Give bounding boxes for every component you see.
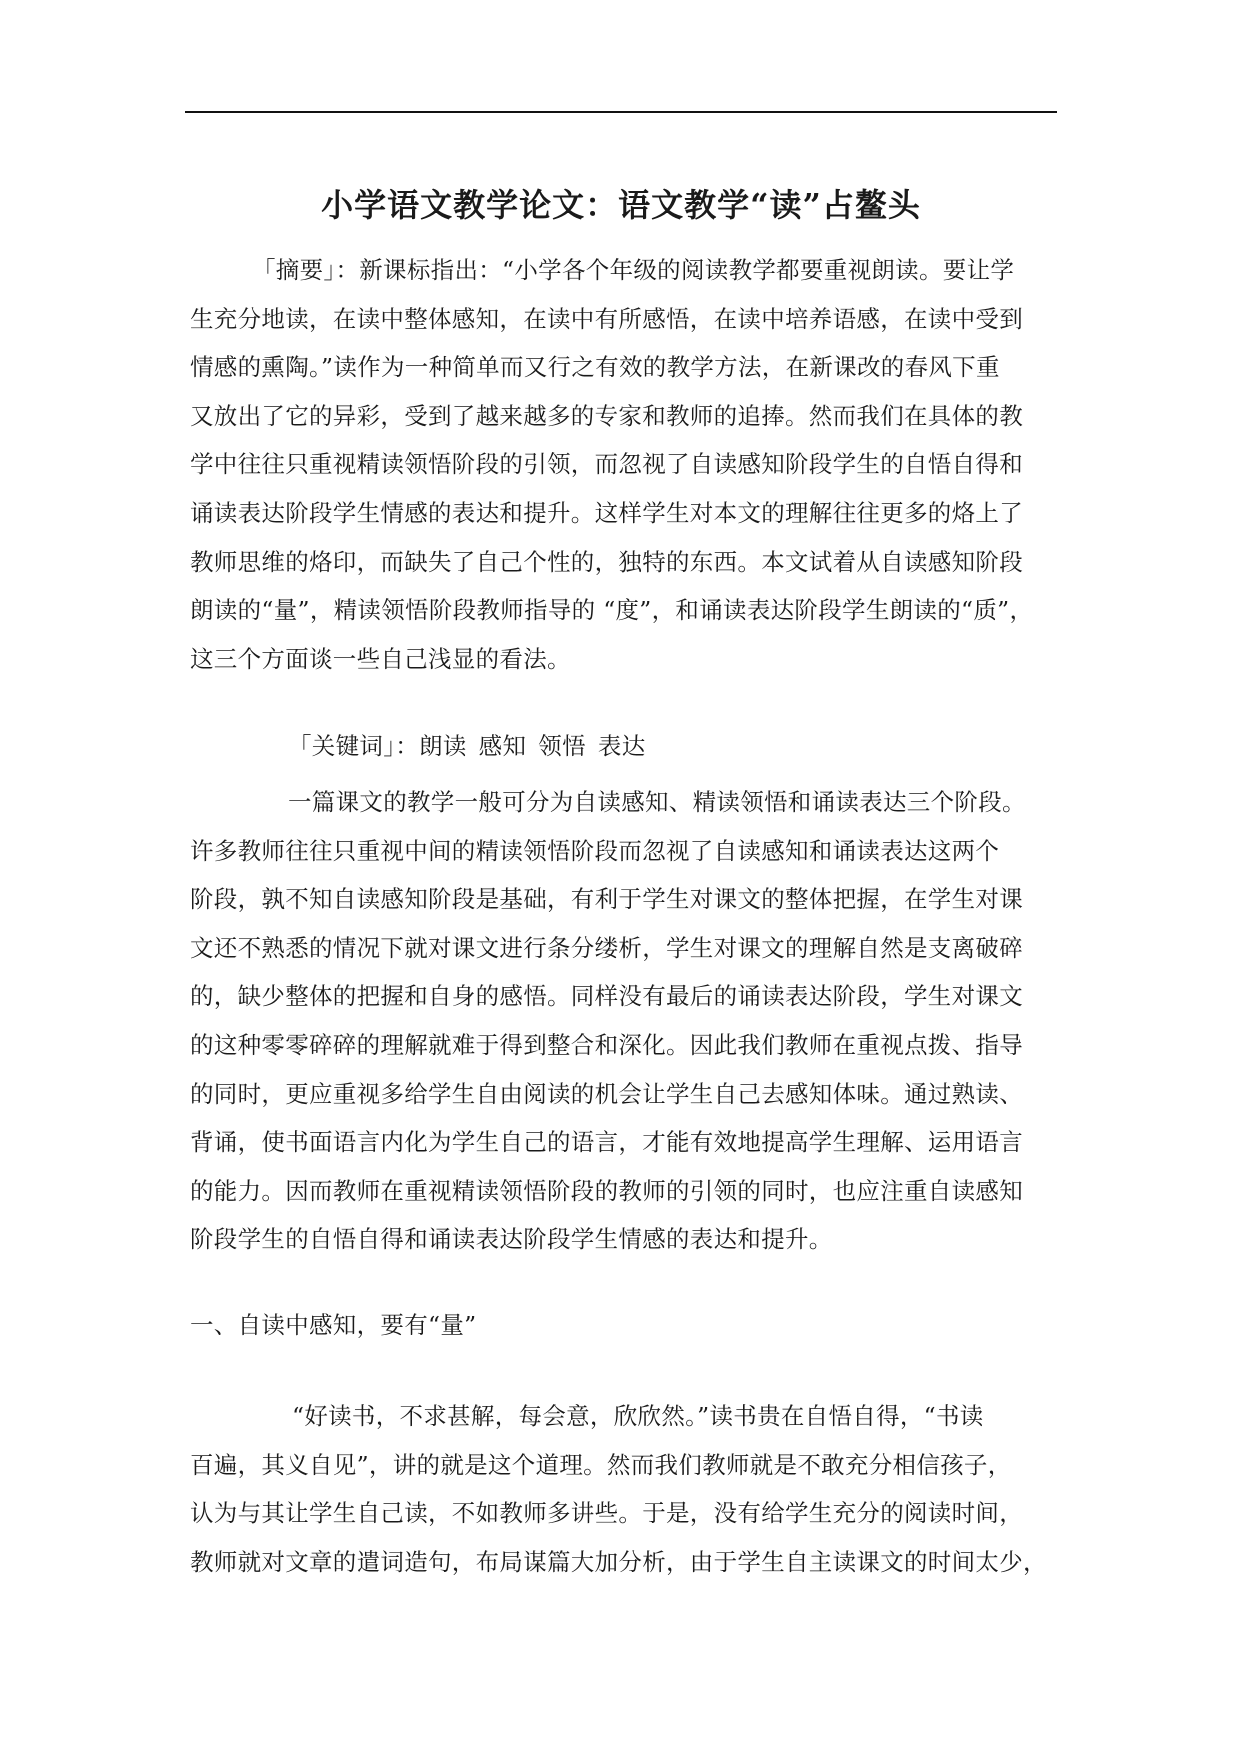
intro-line: 的这种零零碎碎的理解就难于得到整合和深化。因此我们教师在重视点拨、指导 bbox=[190, 1030, 1023, 1059]
intro-line: 文还不熟悉的情况下就对课文进行条分缕析，学生对课文的理解自然是支离破碎 bbox=[190, 933, 1023, 962]
abstract-line: 情感的熏陶。”读作为一种简单而又行之有效的教学方法，在新课改的春风下重 bbox=[190, 353, 1000, 382]
abstract-paragraph bbox=[190, 246, 1070, 683]
section1-line: 百遍，其义自见”，讲的就是这个道理。然而我们教师就是不敢充分相信孩子， bbox=[190, 1450, 1012, 1479]
keywords-label: 「关键词」： bbox=[288, 732, 420, 760]
keywords-line bbox=[190, 722, 1070, 771]
section1-line: “好读书，不求甚解，每会意，欣欣然。”读书贵在自悟自得，“书读 bbox=[292, 1402, 984, 1430]
section-heading bbox=[190, 1301, 1070, 1350]
abstract-line: 又放出了它的异彩，受到了越来越多的专家和教师的追捧。然而我们在具体的教 bbox=[190, 401, 1023, 430]
keyword: 感知 bbox=[478, 732, 527, 760]
abstract-line: 教师思维的烙印，而缺失了自己个性的，独特的东西。本文试着从自读感知阶段 bbox=[190, 547, 1023, 576]
intro-line: 一篇课文的教学一般可分为自读感知、精读领悟和诵读表达三个阶段。 bbox=[288, 788, 1026, 816]
keyword: 表达 bbox=[597, 732, 646, 760]
header-rule bbox=[185, 111, 1057, 113]
section-heading-text: 一、自读中感知，要有“量” bbox=[190, 1311, 477, 1339]
intro-line: 的同时，更应重视多给学生自由阅读的机会让学生自己去感知体味。通过熟读、 bbox=[190, 1079, 1023, 1108]
section1-line: 教师就对文章的遣词造句，布局谋篇大加分析，由于学生自主读课文的时间太少， bbox=[190, 1547, 1047, 1576]
keyword: 领悟 bbox=[538, 732, 586, 760]
abstract-line: 「摘要」：新课标指出：“小学各个年级的阅读教学都要重视朗读。要让学 bbox=[252, 256, 1015, 284]
intro-line: 的，缺少整体的把握和自身的感悟。同样没有最后的诵读表达阶段，学生对课文 bbox=[190, 982, 1023, 1011]
abstract-line: 这三个方面谈一些自己浅显的看法。 bbox=[190, 644, 571, 673]
section1-paragraph bbox=[190, 1392, 1070, 1586]
document-title: 小学语文教学论文：语文教学“读”占鳌头 bbox=[321, 186, 921, 225]
intro-line: 许多教师往往只重视中间的精读领悟阶段而忽视了自读感知和诵读表达这两个 bbox=[190, 836, 1000, 865]
intro-line: 阶段，孰不知自读感知阶段是基础，有利于学生对课文的整体把握，在学生对课 bbox=[190, 885, 1023, 914]
intro-line: 背诵，使书面语言内化为学生自己的语言，才能有效地提高学生理解、运用语言 bbox=[190, 1128, 1023, 1157]
abstract-line: 朗读的“量”，精读领悟阶段教师指导的 “度”，和诵读表达阶段学生朗读的“质”， bbox=[190, 596, 1034, 625]
keyword: 朗读 bbox=[419, 732, 467, 760]
abstract-line: 诵读表达阶段学生情感的表达和提升。这样学生对本文的理解往往更多的烙上了 bbox=[190, 498, 1023, 527]
abstract-line: 生充分地读，在读中整体感知，在读中有所感悟，在读中培养语感，在读中受到 bbox=[190, 304, 1023, 333]
abstract-line: 学中往往只重视精读领悟阶段的引领，而忽视了自读感知阶段学生的自悟自得和 bbox=[190, 450, 1023, 479]
intro-line: 阶段学生的自悟自得和诵读表达阶段学生情感的表达和提升。 bbox=[190, 1225, 833, 1254]
section1-line: 认为与其让学生自己读，不如教师多讲些。于是，没有给学生充分的阅读时间， bbox=[190, 1499, 1023, 1528]
intro-line: 的能力。因而教师在重视精读领悟阶段的教师的引领的同时，也应注重自读感知 bbox=[190, 1176, 1023, 1205]
keywords-row bbox=[190, 722, 1070, 771]
intro-paragraph bbox=[190, 778, 1070, 1264]
